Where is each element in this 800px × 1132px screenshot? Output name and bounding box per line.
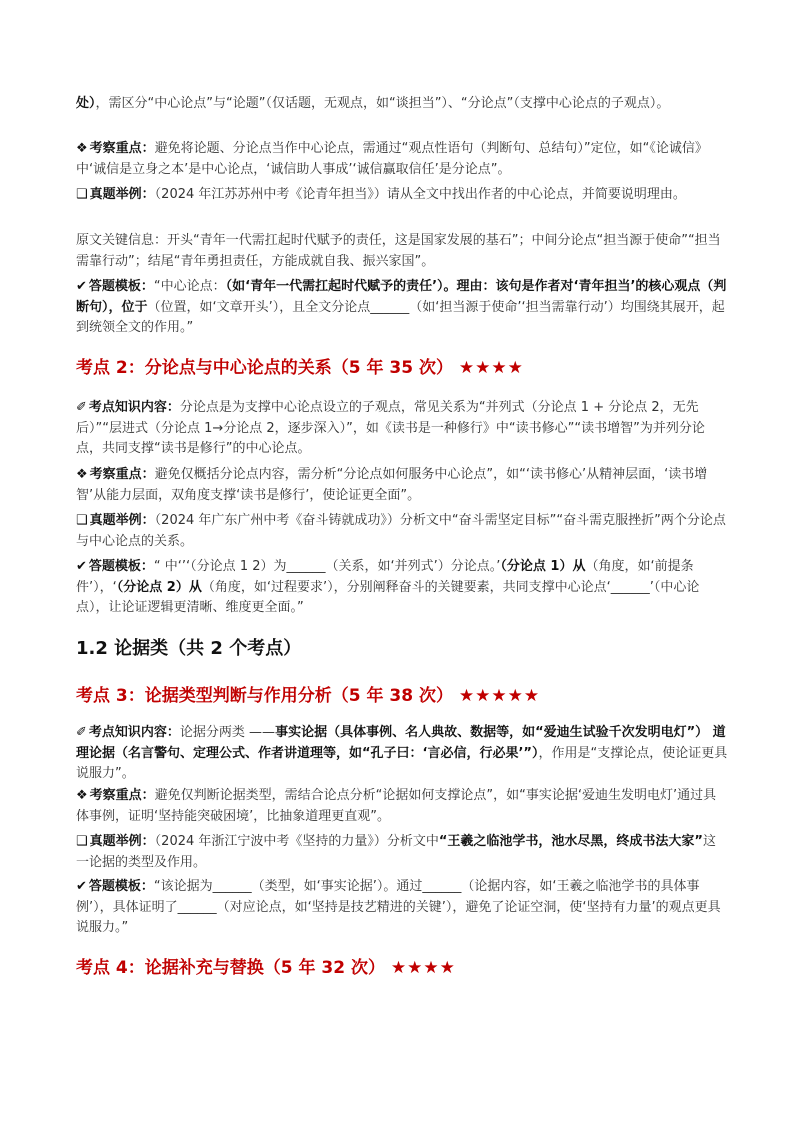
real-exam-text: （2024 年浙江宁波中考《坚持的力量》）分析文中 bbox=[154, 834, 439, 849]
answer-bold-part: （分论点 1）从 bbox=[500, 559, 586, 574]
section-heading-point-2 bbox=[76, 356, 736, 380]
square-bullet-icon: ❑ bbox=[76, 187, 88, 202]
answer-template-3 bbox=[76, 877, 728, 939]
section-heading-point-4 bbox=[76, 956, 736, 980]
answer-text-part: “该论据为______（类型，如‘事实论据’）。通过______（论据内容，如‘王羲之临池学书的具体事例’），具体证明了______（对应论点，如‘坚持是技艺精进的关键’），避免了论证空洞，使‘坚持有力量’的观点更具说服力。” bbox=[76, 879, 721, 935]
exam-focus-label: 考察重点： bbox=[89, 467, 155, 482]
heading-text: 考点 2：分论点与中心论点的关系（5 年 35 次） bbox=[76, 358, 453, 378]
real-exam-quote: “王羲之临池学书，池水尽黑，终成书法大家” bbox=[438, 834, 703, 849]
real-exam-text: （2024 年广东广州中考《奋斗铸就成功》）分析文中“奋斗需坚定目标”“奋斗需克服挫折”两个分论点与中心论点的关系。 bbox=[76, 513, 726, 549]
knowledge-bold-part: 事实论据（具体事例、名人典故、数据等，如“爱迪生试验千次发明电灯”） 道理论据（名言警句、定理公式、作者讲道理等，如“孔子曰：‘言必信，行必果’”） bbox=[76, 725, 726, 761]
paragraph-text: ，需区分“中心论点”与“论题”（仅话题，无观点，如“谈担当”）、“分论点”（支撑中心论点的子观点）。 bbox=[95, 96, 670, 111]
section-heading-point-3 bbox=[76, 684, 736, 708]
answer-template-2 bbox=[76, 557, 728, 619]
heading-text: 1.2 论据类（共 2 个考点） bbox=[76, 638, 302, 659]
exam-focus-text: 避免仅概括分论点内容，需分析“分论点如何服务中心论点”，如“‘读书修心’从精神层面，‘读书增智’从能力层面，双角度支撑‘读书是修行’，使论证更全面”。 bbox=[76, 467, 708, 503]
answer-text-part: “中心论点： bbox=[153, 279, 226, 294]
knowledge-content-2 bbox=[76, 398, 728, 460]
source-key-info-text: 原文关键信息：开头“青年一代需扛起时代赋予的责任，这是国家发展的基石”；中间分论点“担当源于使命”“担当需靠行动”；结尾“青年勇担责任，方能成就自我、振兴家国”。 bbox=[76, 233, 721, 269]
check-icon: ✔ bbox=[76, 279, 87, 294]
exam-focus-label: 考察重点： bbox=[89, 141, 155, 156]
real-exam-label: 真题举例： bbox=[89, 834, 155, 849]
exam-focus-text: 避免仅判断论据类型，需结合论点分析“论据如何支撑论点”，如“事实论据‘爱迪生发明电灯’通过具体事例，证明‘坚持能突破困境’，比抽象道理更直观”。 bbox=[76, 788, 717, 824]
knowledge-content-text: 论据分两类 —— bbox=[179, 725, 276, 740]
star-rating-icon: ★★★★ bbox=[390, 958, 456, 978]
answer-text-part: （角度，如‘前提条件’），‘ bbox=[76, 559, 694, 595]
answer-template-label: 答题模板： bbox=[88, 879, 154, 894]
real-exam-example-3 bbox=[76, 832, 728, 873]
diamond-bullet-icon: ❖ bbox=[76, 141, 88, 156]
answer-template-label: 答题模板： bbox=[88, 279, 154, 294]
bold-fragment: 处） bbox=[76, 96, 96, 111]
real-exam-example-1 bbox=[76, 185, 728, 206]
exam-focus-1 bbox=[76, 139, 728, 180]
knowledge-content-label: 考点知识内容： bbox=[88, 400, 180, 415]
exam-focus-2 bbox=[76, 465, 728, 506]
check-icon: ✔ bbox=[76, 879, 87, 894]
knowledge-content-label: 考点知识内容： bbox=[88, 725, 180, 740]
exam-focus-label: 考察重点： bbox=[89, 788, 155, 803]
knowledge-content-text: 分论点是为支撑中心论点设立的子观点，常见关系为“并列式（分论点 1 + 分论点 2，无先后）”“层进式（分论点 1→分论点 2，逐步深入）”，如《读书是一种修行》中“读书修心”“读书增智”为并列分论点，共同支撑“读书是修行”的中心论点。 bbox=[76, 400, 705, 456]
source-key-info bbox=[76, 231, 728, 272]
real-exam-example-2 bbox=[76, 511, 728, 552]
star-rating-icon: ★★★★ bbox=[458, 358, 524, 378]
square-bullet-icon: ❑ bbox=[76, 834, 88, 849]
star-rating-icon: ★★★★★ bbox=[458, 686, 541, 706]
real-exam-text: 这一论据的类型及作用。 bbox=[76, 834, 716, 870]
answer-template-label: 答题模板： bbox=[88, 559, 154, 574]
pencil-icon: ✐ bbox=[76, 400, 87, 415]
diamond-bullet-icon: ❖ bbox=[76, 788, 88, 803]
subsection-heading-1-2 bbox=[76, 636, 736, 662]
knowledge-content-3 bbox=[76, 723, 728, 785]
knowledge-content-text: ，作用是“支撑论点，使论证更具说服力”。 bbox=[76, 745, 728, 781]
answer-bold-part: （如‘青年一代需扛起时代赋予的责任’）。理由：该句是作者对‘青年担当’的核心观点（判断句），位于 bbox=[76, 279, 727, 315]
answer-text-part: （位置，如‘文章开头’），且全文分论点______（如‘担当源于使命’‘担当需靠行动’）均围绕其展开，起到统领全文的作用。” bbox=[76, 299, 725, 335]
heading-text: 考点 3：论据类型判断与作用分析（5 年 38 次） bbox=[76, 686, 453, 706]
paragraph-definition-tail bbox=[76, 94, 728, 115]
answer-text-part: （角度，如‘过程要求’），分别阐释奋斗的关键要素，共同支撑中心论点‘______’（中心论点），让论证逻辑更清晰、维度更全面。” bbox=[76, 579, 700, 615]
pencil-icon: ✐ bbox=[76, 725, 87, 740]
check-icon: ✔ bbox=[76, 559, 87, 574]
square-bullet-icon: ❑ bbox=[76, 513, 88, 528]
real-exam-label: 真题举例： bbox=[89, 187, 155, 202]
real-exam-text: （2024 年江苏苏州中考《论青年担当》）请从全文中找出作者的中心论点，并简要说明理由。 bbox=[154, 187, 686, 202]
heading-text: 考点 4：论据补充与替换（5 年 32 次） bbox=[76, 958, 385, 978]
exam-focus-3 bbox=[76, 786, 728, 827]
diamond-bullet-icon: ❖ bbox=[76, 467, 88, 482]
answer-bold-part: （分论点 2）从 bbox=[116, 579, 202, 595]
exam-focus-text: 避免将论题、分论点当作中心论点，需通过“观点性语句（判断句、总结句）”定位，如“《论诚信》中‘诚信是立身之本’是中心论点，‘诚信助人事成’‘诚信赢取信任’是分论点”。 bbox=[76, 141, 708, 177]
real-exam-label: 真题举例： bbox=[89, 513, 155, 528]
answer-text-part: “ 中‘’‘（分论点 1 2）为______（关系，如‘并列式’）分论点。’ bbox=[153, 559, 501, 574]
answer-template-1 bbox=[76, 277, 728, 339]
